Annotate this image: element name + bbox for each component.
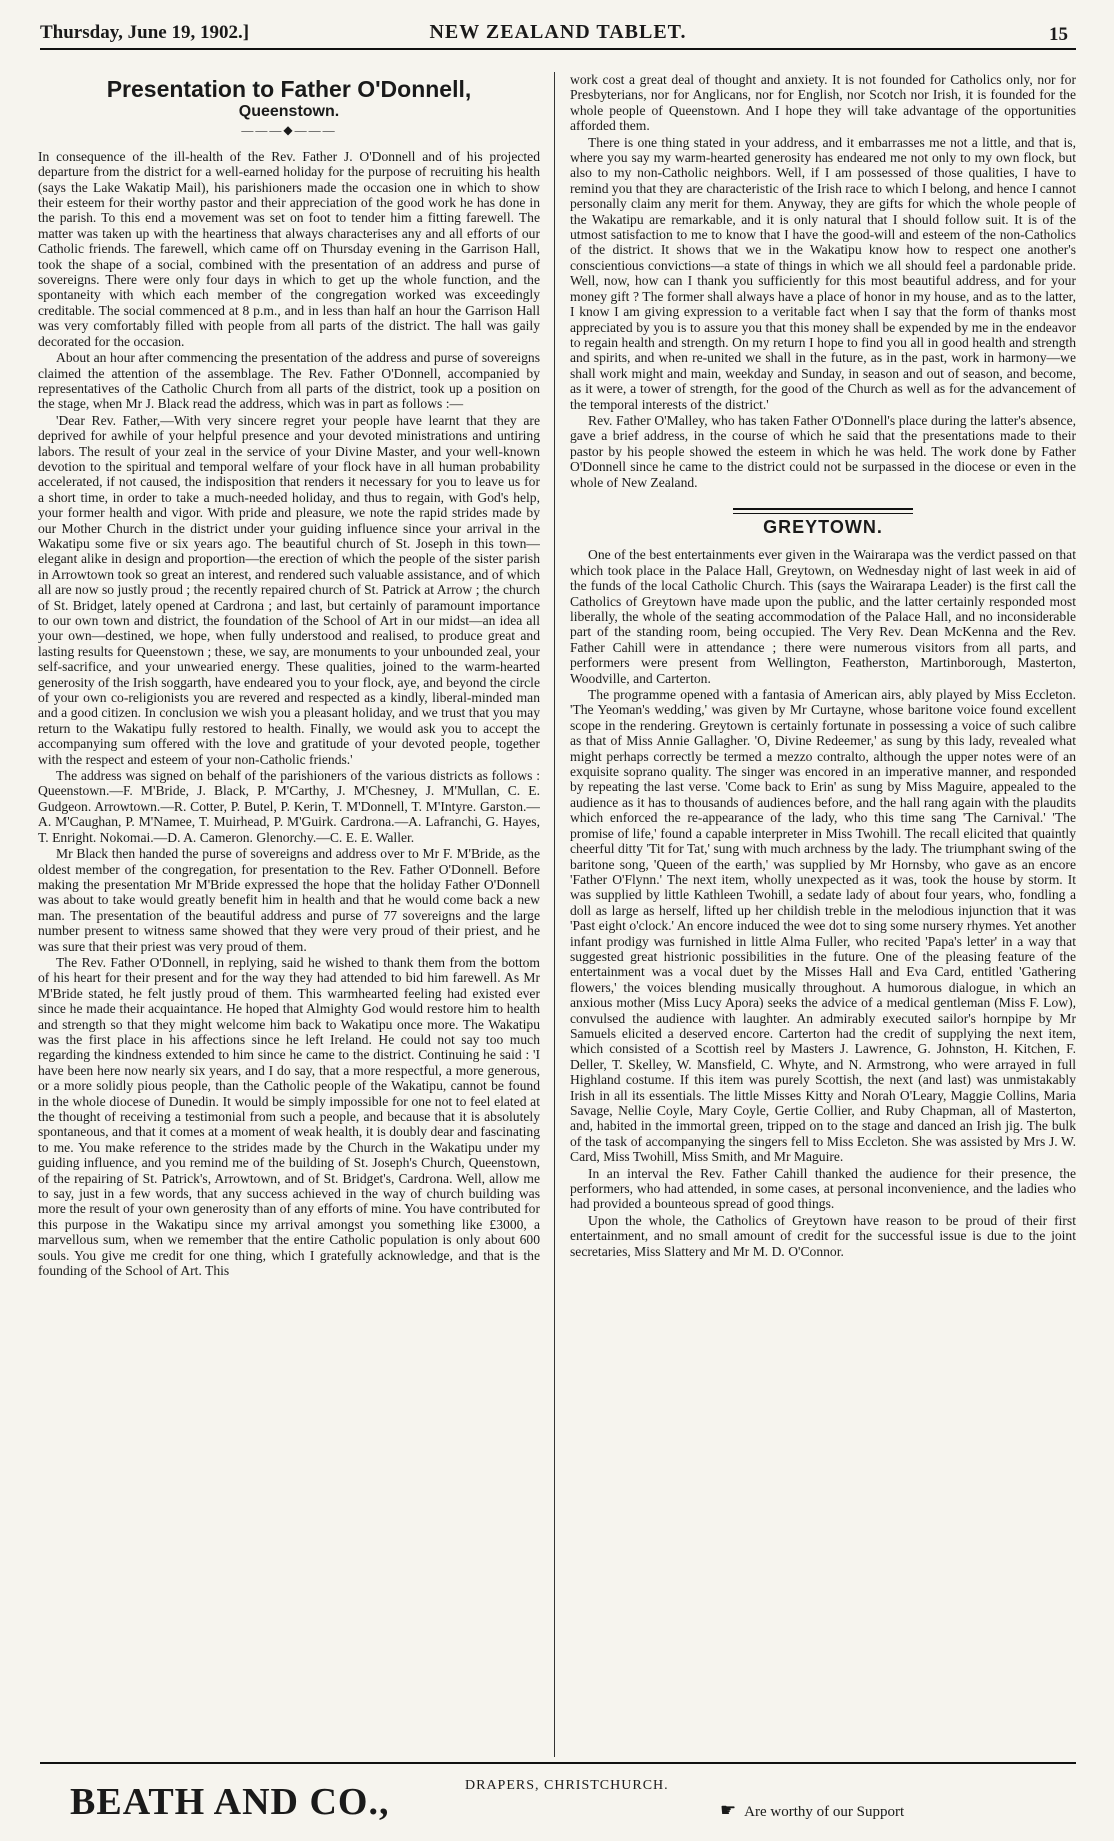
- article-paragraph: There is one thing stated in your address, and it embarrasses me not a little, and that is, where you say my warm-hearted generosity has endeared me not only to my own flock, but also to my non-Catholic neighbors. Well, if I am possessed of those qualities, I have to remind you that they are characteristic of the Irish race to which I belong, and hence I cannot personally claim any merit for them. Anyway, they are gifts for which the whole people of the Wakatipu are remarkable, and it is only natural that I should follow suit. It is of the utmost satisfaction to me to know that I have the good-will and esteem of the non-Catholics of the district. It shows that we in the Wakatipu know how to respect one another's conscientious convictions—a state of things in which we all should feel a pardonable pride. Well, now, how can I thank you sufficiently for this most beautiful address, and for your money gift ? The former shall always have a place of honor in my house, and as to the latter, I know I am giving expression to a veritable fact when I say that the form of thanks most appreciated by you is to assure you that this money shall be expended by me in the endeavor to regain health and strength. On my return I hope to find you all in good health and strength and spirits, and when re-united we shall in the future, as in the past, work in harmony—we shall work might and main, weekday and Sunday, in season and out of season, and become, as it were, a tower of strength, for the good of the Church as well as for the advancement of the temporal interests of the district.': [570, 134, 1076, 412]
- greytown-paragraph: In an interval the Rev. Father Cahill thanked the audience for their presence, the performers, who had attended, in some cases, at personal inconvenience, and the ladies who had provided a bounteous spread of good things.: [570, 1165, 1076, 1212]
- article-paragraph: About an hour after commencing the presentation of the address and purse of sovereigns claimed the attention of the assemblage. The Rev. Father O'Donnell, accompanied by representatives of the Catholic Church from all parts of the district, took up a position on the stage, when Mr J. Black read the address, which was in part as follows :—: [38, 350, 540, 412]
- advertiser-tagline: Are worthy of our Support: [744, 1804, 905, 1820]
- article-paragraph: The Rev. Father O'Donnell, in replying, said he wished to thank them from the bottom of his heart for their present and for the way they had attended to bid him farewell. As Mr M'Bride stated, he felt justly proud of them. This warmhearted feeling had existed ever since he made their acquaintance. He hoped that Almighty God would restore him to health and strength so that they might welcome him back to Wakatipu once more. The Wakatipu was the first place in his affections since he left Ireland. He could not say too much regarding the kindness extended to him since he came to the district. Continuing he said : 'I have been here now nearly six years, and I do say, that a more respectful, a more generous, or a more solidly pious people, than the Catholic people of the Wakatipu, cannot be found in the whole diocese of Dunedin. It would be simply impossible for one not to feel elated at the thought of receiving a testimonial from such a people, and because that it is absolutely spontaneous, and that it comes at a moment of weak health, it is doubly dear and fascinating to me. You make reference to the strides made by the Church in the Wakatipu under my guiding influence, and you remind me of the building of St. Joseph's Church, Queenstown, of the repairing of St. Patrick's, Arrowtown, and of St. Bridget's, Cardrona. Well, allow me to say, just in a few words, that any success achieved in the way of church building was more the result of your own generosity than of any efforts of mine. You have contributed for this purpose in the Wakatipu since my arrival amongst you something like £3000, a marvellous sum, when we remember that the entire Catholic population is only about 600 souls. You give me credit for one thing, which I gratefully acknowledge, and that is the founding of the School of Art. This: [38, 954, 540, 1279]
- pointing-hand-icon: ☛: [720, 1800, 737, 1820]
- article-subtitle: Queenstown.: [238, 103, 340, 120]
- advertisement-footer: [40, 1762, 1076, 1824]
- page-header: [40, 18, 1076, 50]
- article-paragraph: In consequence of the ill-health of the Rev. Father J. O'Donnell and of his projected departure from the district for a well-earned holiday for the purpose of recruiting his health (says the Lake Wakatip Mail), his parishioners made the occasion one in which to show their esteem for their worthy pastor and their appreciation of the good work he has done in the parish. To this end a movement was set on foot to tender him a fitting farewell. The matter was taken up with the heartiness that always characterises any and all efforts of our Catholic friends. The farewell, which came off on Thursday evening in the Garrison Hall, took the shape of a social, combined with the presentation of an address and purse of sovereigns. There were only four days in which to get up the whole function, and the spontaneity with which each member of the congregation worked was exceedingly creditable. The social commenced at 8 p.m., and in less than half an hour the Garrison Hall was very comfortably filled with people from all parts of the district. The hall was gaily decorated for the occasion.: [38, 148, 540, 349]
- advertiser-tagline-wrap: [720, 1800, 904, 1821]
- ornament-divider-icon: ———◆———: [241, 123, 337, 138]
- article-paragraph: Mr Black then handed the purse of sovereigns and address over to Mr F. M'Bride, as the oldest member of the congregation, for presentation to the Rev. Father O'Donnell. Before making the presentation Mr M'Bride expressed the hope that the holiday Father O'Donnell was about to take would greatly benefit him in health and that he would come back a new man. The presentation of the beautiful address and purse of 77 sovereigns and the large number present to witness same showed that they were very proud of their priest, and he was sure that their priest was very proud of them.: [38, 846, 540, 954]
- column-divider: [554, 72, 555, 1757]
- section-rule: [733, 508, 913, 514]
- article-paragraph: 'Dear Rev. Father,—With very sincere regret your people have learnt that they are deprived for awhile of your helpful presence and your devoted ministrations and untiring labors. The result of your zeal in the service of your Divine Master, and your well-known devotion to the spiritual and temporal welfare of your flock have in all human probability accelerated, if not caused, the indisposition that renders it necessary for you to leave us for a short time, in order to take a much-needed holiday, and thus to regain, with God's help, your former health and vigor. With pride and pleasure, we note the rapid strides made by our Mother Church in the district under your guiding influence since your arrival in the Wakatipu some five or six years ago. The beautiful church of St. Joseph in this town—elegant alike in design and proportion—the erection of which the people of the sister parish in Arrowtown took so great an interest, and rendered such valuable assistance, and of which all are now so justly proud ; the recently repaired church of St. Patrick at Arrow ; the church of St. Bridget, lately opened at Cardrona ; and last, but certainly of paramount importance to our own town and district, the foundation of the School of Art in our midst—an idea all your own—destined, we hope, when fully understood and realised, to produce great and lasting results for Queenstown ; these, we say, are monuments to your unbounded zeal, your self-sacrifice, and your unwearied energy. These qualities, joined to the warm-hearted generosity of the Irish soggarth, have endeared you to your flock, aye, and beyond the circle of your own co-religionists you are revered and respected as a kindly, liberal-minded man and a good citizen. In conclusion we wish you a pleasant holiday, and we trust that you may return to the Wakatipu fully restored to health. Finally, we would ask you to accept the accompanying sum offered with the love and gratitude of your devoted people, together with the respect and esteem of your non-Catholic friends.': [38, 412, 540, 767]
- advertiser-name: BEATH AND CO.,: [70, 1781, 390, 1823]
- left-column: [38, 72, 540, 1757]
- article-paragraph: The address was signed on behalf of the parishioners of the various districts as follows : Queenstown.—F. M'Bride, J. Black, P. M'Carthy, J. M'Chesney, J. M'Mullan, C. E. Gudgeon. Arrowtown.—R. Cotter, P. Butel, P. Kerin, T. M'Donnell, T. M'Intyre. Garston.—A. M'Caughan, P. M'Namee, T. Muirhead, P. M'Guirk. Cardrona.—A. Lafranchi, G. Hayes, T. Enright. Nokomai.—D. A. Cameron. Glenorchy.—C. E. E. Waller.: [38, 768, 540, 845]
- article-paragraph: work cost a great deal of thought and anxiety. It is not founded for Catholics only, nor for Presbyterians, nor for Anglicans, nor for English, nor Scotch nor Irish, it is founded for the whole people of Queenstown. And I hope they will take advantage of the opportunities afforded them.: [570, 72, 1076, 134]
- greytown-paragraph: One of the best entertainments ever given in the Wairarapa was the verdict passed on that which took place in the Palace Hall, Greytown, on Wednesday night of last week in aid of the funds of the local Catholic Church. This (says the Wairarapa Leader) is the first call the Catholics of Greytown have made upon the public, and the latter certainly responded most liberally, the whole of the seating accommodation of the Palace Hall, and no inconsiderable part of the standing room, being occupied. The Very Rev. Dean McKenna and the Rev. Father Cahill were in attendance ; there were numerous visitors from all parts, and performers were present from Wellington, Featherston, Martinborough, Masterton, Woodville, and Carterton.: [570, 547, 1076, 686]
- article-title: Presentation to Father O'Donnell,: [106, 76, 472, 102]
- greytown-paragraph: Upon the whole, the Catholics of Greytown have reason to be proud of their first entertainment, and no small amount of credit for the successful issue is due to the joint secretaries, Miss Slattery and Mr M. D. O'Connor.: [570, 1212, 1076, 1259]
- advertiser-trade: DRAPERS, CHRISTCHURCH.: [465, 1778, 669, 1793]
- page-number: 15: [1049, 24, 1068, 45]
- right-column: [570, 72, 1076, 1757]
- masthead: NEW ZEALAND TABLET.: [429, 21, 687, 43]
- greytown-paragraph: The programme opened with a fantasia of American airs, ably played by Miss Eccleton. 'The Yeoman's wedding,' was given by Mr Curtayne, whose baritone voice found excellent scope in the rendering. Greytown is certainly fortunate in possessing a voice of such calibre as that of Miss Annie Gallagher. 'O, Divine Redeemer,' as sung by this lady, revealed what might perhaps correctly be termed a mezzo contralto, although the upper notes were of an exquisite soprano quality. The singer was encored in an imperative manner, and responded by repeating the last verse. 'Come back to Erin' as sung by Miss Maguire, appealed to the audience as it has to thousands of audiences before, and the hall rang again with the plaudits which enforced the re-appearance of the lady, who this time sang 'The Carnival.' 'The promise of life,' found a capable interpreter in Miss Twohill. The recall elicited that quaintly cheerful ditty 'Tit for Tat,' sung with much archness by the lady. The triumphant swing of the baritone song, 'Queen of the earth,' was supplied by Mr Hornsby, who gave as an encore 'Father O'Flynn.' The next item, wholly unexpected as it was, took the house by storm. It was supplied by little Kathleen Twohill, a sedate lady of about four years, who, fondling a doll as large as herself, lifted up her childish treble in the melodious injunction that it was 'Past eight o'clock.' An encore induced the wee dot to sing some nursery rhymes. Yet another infant prodigy was furnished in little Alma Fuller, who recited 'Papa's letter' in a way that suggested great histrionic possibilities in the future. One of the pleasing feature of the entertainment was a vocal duet by the Misses Hall and Eva Card, entitled 'Gathering flowers,' the voices blending musically throughout. A humorous dialogue, in which an anxious mother (Miss Lucy Apora) seeks the advice of a medical gentleman (Miss F. Low), convulsed the audience with laughter. An admirably executed sailor's hornpipe by Mr Samuels elicited a deserved encore. Carterton had the credit of supplying the next item, which consisted of a Scottish reel by Masters J. Lawrence, G. Johnston, H. Kitchen, F. Deller, T. Skelley, W. Mansfield, C. Whyte, and N. Armstrong, who were arrayed in full Highland costume. If this item was purely Scottish, the next (and last) was unmistakably Irish in all its essentials. The little Misses Kitty and Norah O'Leary, Maggie Collins, Maria Savage, Nellie Coyle, Mary Coyle, Gertie Collier, and Ruby Chapman, all of Masterton, and, habited in the immortal green, tripped on to the stage and danced an Irish jig. The bulk of the task of accompanying the singers fell to Miss Eccleton. She was assisted by Mrs J. W. Card, Miss Twohill, Miss Smith, and Mr Maguire.: [570, 687, 1076, 1165]
- greytown-title: GREYTOWN.: [763, 516, 883, 537]
- issue-date: Thursday, June 19, 1902.]: [40, 22, 250, 43]
- article-paragraph: Rev. Father O'Malley, who has taken Father O'Donnell's place during the latter's absence, gave a brief address, in the course of which he said that the presentations made to their pastor by his people showed the esteem in which he was held. The work done by Father O'Donnell since he came to the district could not be surpassed in the diocese or even in the whole of New Zealand.: [570, 412, 1076, 490]
